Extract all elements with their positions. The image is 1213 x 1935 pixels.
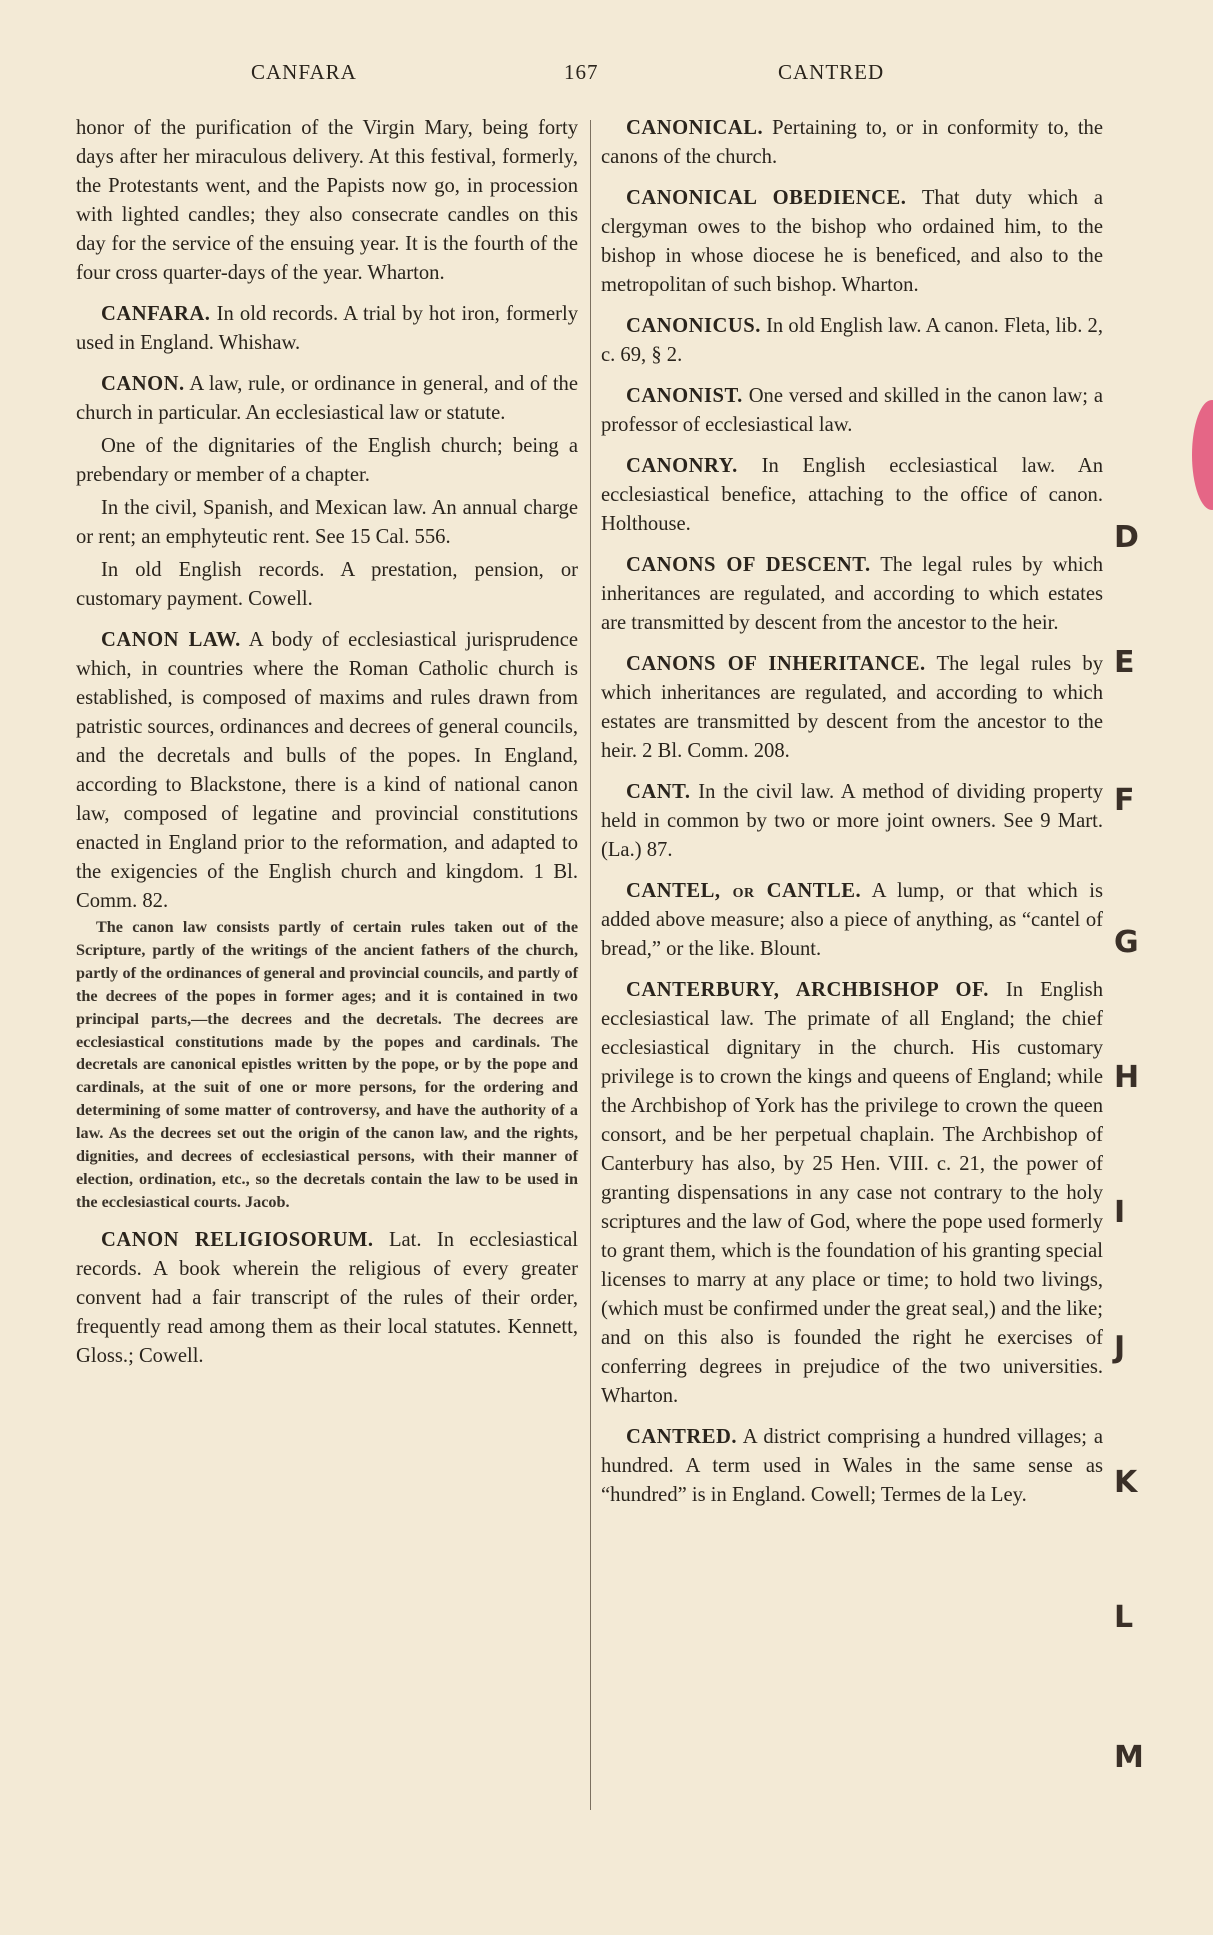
right-column: [601, 114, 1103, 1522]
thumb-tab-m[interactable]: M: [1114, 1740, 1144, 1775]
thumb-tab-l[interactable]: L: [1114, 1600, 1134, 1635]
definition-canterbury: In English ecclesiastical law. The primate of all England; the chief ecclesiastical dignitary in the church. His customary privilege is to crown the kings and queens of England; while the Archbishop of York has the privilege to crown the queen consort, and be her perpetual chaplain. The Archbishop of Canterbury has also, by 25 Hen. VIII. c. 21, the power of granting dispensations in any case not contrary to the holy scriptures and the law of God, where the pope used formerly to grant them, which is the foundation of his granting special licenses to marry at any place or time; to hold two livings, (which must be confirmed under the great seal,) and the like; and on this also is founded the right he exercises of conferring degrees in prejudice of the two universities. Wharton.: [601, 979, 1103, 1407]
entry-canonist: [601, 382, 1103, 440]
headword-canon: CANON.: [101, 373, 185, 395]
headword-canon-religiosorum: CANON RELIGIOSORUM.: [101, 1228, 374, 1251]
headword-canonicus: CANONICUS.: [626, 315, 761, 337]
header-first-word: CANFARA: [251, 60, 357, 84]
headword-canterbury: CANTERBURY, ARCHBISHOP OF.: [626, 979, 989, 1001]
entry-canonical-obedience: [601, 184, 1103, 300]
entry-canons-of-inheritance: [601, 650, 1103, 766]
headword-canonist: CANONIST.: [626, 385, 743, 407]
definition-canonicus: In old English law. A canon. Fleta, lib. 2, c. 69, § 2.: [601, 315, 1103, 366]
definition-canon: A law, rule, or ordinance in general, and of the church in particular. An ecclesiastical law or statute.: [76, 373, 578, 424]
entry-canon-religiosorum: [76, 1226, 578, 1371]
thumb-tab-i[interactable]: I: [1114, 1195, 1126, 1230]
definition-cantred: A district comprising a hundred villages; a hundred. A term used in Wales in the same sense as “hundred” is in England. Cowell; Termes de la Ley.: [601, 1426, 1104, 1506]
headword-cantel: CANTEL, or CANTLE.: [626, 880, 862, 902]
definition-canonry: In English ecclesiastical law. An ecclesiastical benefice, attaching to the office of canon. Holthouse.: [601, 455, 1104, 535]
definition-canon-religiosorum: Lat. In ecclesiastical records. A book wherein the religious of every greater convent had a fair transcript of the rules of their order, frequently read among them as their local statutes. Kennett, Gloss.; Cowell.: [76, 1228, 578, 1367]
entry-canon: [76, 370, 578, 614]
thumb-tab-e[interactable]: E: [1114, 645, 1135, 680]
headword-canon-law: CANON LAW.: [101, 629, 241, 651]
entry-continuation: [76, 114, 578, 288]
definition-canon-law: A body of ecclesiastical jurisprudence which, in countries where the Roman Catholic church is established, is composed of maxims and rules drawn from patristic sources, ordinances and decrees of general councils, and the decretals and bulls of the popes. In England, according to Blackstone, there is a kind of national canon law, composed of legatine and provincial constitutions enacted in England prior to the reformation, and adapted to the exigencies of the English church and kingdom. 1 Bl. Comm. 82.: [76, 629, 578, 912]
definition-canons-of-inheritance: The legal rules by which inheritances are regulated, and according to which estates are transmitted by descent from the ancestor to the heir. 2 Bl. Comm. 208.: [601, 653, 1104, 762]
headword-canfara: CANFARA.: [101, 303, 211, 325]
thumb-tab-h[interactable]: H: [1114, 1060, 1140, 1095]
definition-cant: In the civil law. A method of dividing property held in common by two or more joint owners. See 9 Mart. (La.) 87.: [601, 781, 1103, 861]
definition-canon-sense-4: In old English records. A prestation, pension, or customary payment. Cowell.: [76, 559, 578, 610]
definition-canonical: Pertaining to, or in conformity to, the canons of the church.: [601, 117, 1103, 168]
note-canon-law: The canon law consists partly of certain rules taken out of the Scripture, partly of the writings of the ancient fathers of the church, partly of the ordinances of general and provincial councils, and partly of the decrees of the popes in former ages; and it is contained in two principal parts,—the decrees and the decretals. The decrees are ecclesiastical constitutions made by the popes and cardinals. The decretals are canonical epistles written by the pope, or by the pope and cardinals, at the suit of one or more persons, for the ordering and determining of some matter of controversy, and have the authority of a law. As the decrees set out the origin of the canon law, and the rights, dignities, and decrees of ecclesiastical persons, with their manner of election, ordination, etc., so the decretals contain the law to be used in the ecclesiastical courts. Jacob.: [76, 918, 578, 1211]
entry-cantred: [601, 1423, 1103, 1510]
headword-cant: CANT.: [626, 781, 691, 803]
thumb-tab-k[interactable]: K: [1114, 1465, 1138, 1500]
thumb-index-marker: [1192, 400, 1213, 510]
entry-cantel: [601, 877, 1103, 964]
entry-canonry: [601, 452, 1103, 539]
entry-cant: [601, 778, 1103, 865]
page-number: 167: [564, 60, 599, 84]
thumb-tab-f[interactable]: F: [1114, 783, 1135, 818]
headword-cantred: CANTRED.: [626, 1426, 737, 1448]
entry-canonicus: [601, 312, 1103, 370]
running-header: [0, 60, 1213, 90]
thumb-tab-j[interactable]: J: [1114, 1330, 1126, 1365]
definition-canfara: In old records. A trial by hot iron, formerly used in England. Whishaw.: [76, 303, 579, 354]
definition-canonical-obedience: That duty which a clergyman owes to the bishop who ordained him, to the bishop in whose diocese he is beneficed, and also to the metropolitan of such bishop. Wharton.: [601, 187, 1104, 296]
entry-canonical: [601, 114, 1103, 172]
definition-canon-sense-3: In the civil, Spanish, and Mexican law. An annual charge or rent; an emphyteutic rent. See 15 Cal. 556.: [76, 497, 578, 548]
headword-canonical-obedience: CANONICAL OBEDIENCE.: [626, 187, 907, 209]
headword-canonry: CANONRY.: [626, 455, 738, 477]
header-last-word: CANTRED: [778, 60, 885, 84]
thumb-tab-d[interactable]: D: [1114, 520, 1139, 555]
definition-canons-of-descent: The legal rules by which inheritances are regulated, and according to which estates are transmitted by descent from the ancestor to the heir.: [601, 554, 1104, 634]
definition-cantel: A lump, or that which is added above measure; also a piece of anything, as “cantel of bread,” or the like. Blount.: [601, 880, 1104, 960]
column-divider: [590, 120, 591, 1810]
headword-canons-of-inheritance: CANONS OF INHERITANCE.: [626, 653, 926, 675]
entry-canon-law: [76, 626, 578, 1214]
entry-canterbury: [601, 976, 1103, 1411]
entry-canfara: [76, 300, 578, 358]
headword-canons-of-descent: CANONS OF DESCENT.: [626, 554, 871, 576]
entry-canons-of-descent: [601, 551, 1103, 638]
continuation-text: honor of the purification of the Virgin Mary, being forty days after her miraculous delivery. At this festival, formerly, the Protestants went, and the Papists now go, in procession with lighted candles; they also consecrate candles on this day for the service of the ensuing year. It is the fourth of the four cross quarter-days of the year. Wharton.: [76, 117, 578, 284]
left-column: [76, 114, 578, 1383]
headword-canonical: CANONICAL.: [626, 117, 764, 139]
definition-canonist: One versed and skilled in the canon law; a professor of ecclesiastical law.: [601, 385, 1103, 436]
thumb-tab-g[interactable]: G: [1114, 925, 1139, 960]
definition-canon-sense-2: One of the dignitaries of the English church; being a prebendary or member of a chapter.: [76, 435, 578, 486]
